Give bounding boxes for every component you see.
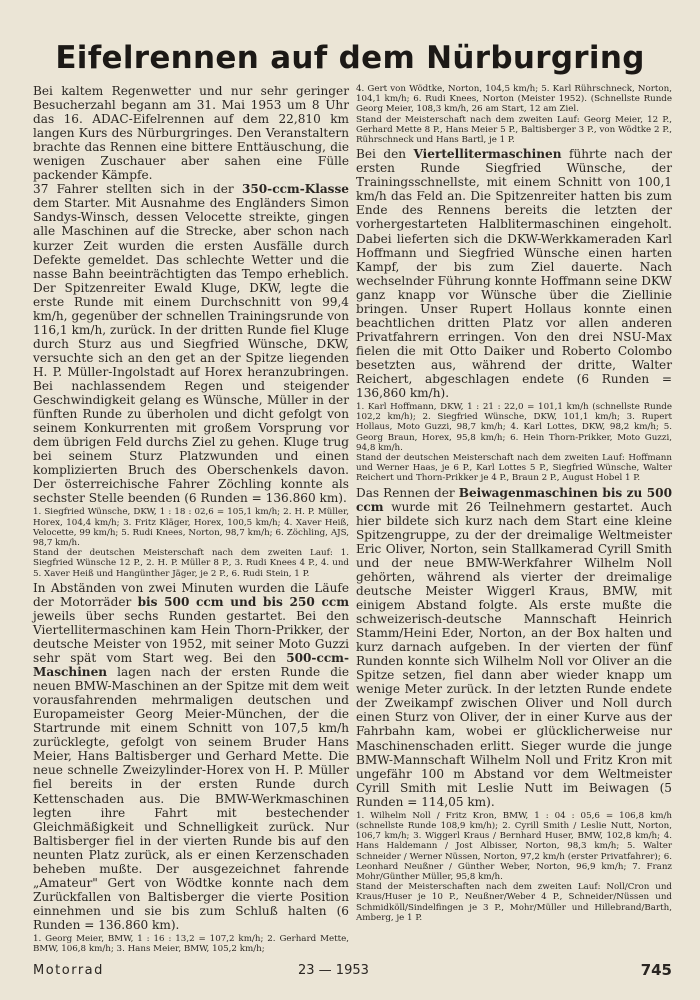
intro-paragraph: Bei kaltem Regenwetter und nur sehr geringer Besucherzahl begann am 31. Mai 1953 um 8 Uhr das 16. ADAC-Eifelrennen auf dem 22,810 km langen Kurs des Nürburgringes. Den Veranstaltern brachte das Rennen eine bittere Enttäuschung, die wenigen Zuschauer aber sahen eine Fülle packender Kämpfe. bbox=[33, 84, 349, 183]
class-heading-500ccm: 500-ccm-Maschinen bbox=[33, 651, 349, 680]
page-number: 745 bbox=[640, 961, 672, 979]
standing-500ccm: Stand der Meisterschaft nach dem zweiten Lauf: Georg Meier, 12 P., Gerhard Mette 8 P., Hans Meier 5 P., Baltisberger 3 P., von Wödtke 2 P., Rührschneck und Hans Bartl, je 1 P. bbox=[356, 114, 672, 146]
class-heading-250ccm: Viertellitermaschinen bbox=[413, 147, 562, 162]
issue-number: 23 — 1953 bbox=[298, 963, 369, 978]
standing-sidecar: Stand der Meisterschaften nach dem zweiten Lauf: Noll/Cron und Kraus/Huser je 10 P., Neußner/Weber 4 P., Schneider/Nüssen und Schmidköll/Sindelfingen je 3 P., Mohr/Müller und Hillebrand/Barth, Amberg, je 1 P. bbox=[356, 882, 672, 923]
results-350ccm: 1. Siegfried Wünsche, DKW, 1 : 18 : 02,6 = 105,1 km/h; 2. H. P. Müller, Horex, 104,4 km/h; 3. Fritz Kläger, Horex, 100,5 km/h; 4. Xaver Heiß, Velocette, 99 km/h; 5. Rudi Knees, Norton, 98,7 km/h; 6. Zöchling, AJS, 98,7 km/h. bbox=[33, 507, 349, 549]
results-sidecar: 1. Wilhelm Noll / Fritz Kron, BMW, 1 : 04 : 05,6 = 106,8 km/h (schnellste Runde 108,9 km/h); 2. Cyrill Smith / Leslie Nutt, Norton, 106,7 km/h; 3. Wiggerl Kraus / Bernhard Huser, BMW, 102,8 km/h; 4. Hans Haldemann / Jost Albisser, Norton, 98,3 km/h; 5. Walter Schneider / Werner Nüssen, Norton, 97,2 km/h (erster Privatfahrer); 6. Leonhard Neußner / Günther Weber, Norton, 96,9 km/h; 7. Franz Mohr/Günther Müller, 95,8 km/h. bbox=[356, 810, 672, 882]
standing-250ccm: Stand der deutschen Meisterschaft nach dem zweiten Lauf: Hoffmann und Werner Haas, je 6 P., Karl Lottes 5 P., Siegfried Wünsche, Walter Reichert und Thorn-Prikker je 4 P., Braun 2 P., August Hobel 1 P. bbox=[356, 453, 672, 484]
class-heading-sidecar: Beiwagenmaschinen bis zu 500 ccm bbox=[356, 485, 672, 514]
article-title: Eifelrennen auf dem Nürburgring bbox=[55, 40, 645, 76]
results-500ccm: 1. Georg Meier, BMW, 1 : 16 : 13,2 = 107,2 km/h; 2. Gerhard Mette, BMW, 106,8 km/h; 3. Hans Meier, BMW, 105,2 km/h; bbox=[33, 934, 349, 955]
paragraph-250ccm: Bei den Viertellitermaschinen führte nach der ersten Runde Siegfried Wünsche, der Trainingsschnellste, mit einem Schnitt von 100,1 km/h das Feld an. Die Spitzenreiter hatten bis zum Ende des Rennens bereits die letzten der vorhergestarteten Halblitermaschinen eingeholt. Dabei lieferten sich die DKW-Werkkameraden Karl Hoffmann und Siegfried Wünsche einen harten Kampf, der bis zum Ziel dauerte. Nach wechselnder Führung konnte Hoffmann seine DKW ganz knapp vor Wünsche über die Ziellinie bringen. Unser Rupert Hollaus konnte einen beachtlichen dritten Platz vor allen anderen Privatfahrern erringen. Von den drei NSU-Max fielen die mit Otto Daiker und Roberto Colombo besetzten aus, während der dritte, Walter Reichert, abgeschlagen endete (6 Runden = 136,860 km/h). bbox=[356, 147, 672, 401]
paragraph-350ccm: 37 Fahrer stellten sich in der 350-ccm-Klasse dem Starter. Mit Ausnahme des Engländers Simon Sandys-Winsch, dessen Velocette streikte, gingen alle Maschinen auf die Strecke, aber schon nach kurzer Zeit wurden die ersten Ausfälle durch Defekte gemeldet. Das schlechte Wetter und die nasse Bahn beeinträchtigten das Tempo erheblich. Der Spitzenreiter Ewald Kluge, DKW, legte die erste Runde mit einem Durchschnitt von 99,4 km/h, gegenüber der schnellen Trainingsrunde von 116,1 km/h, zurück. In der dritten Runde fiel Kluge durch Sturz aus und Siegfried Wünsche, DKW, versuchte sich an den get an der Spitze liegenden H. P. Müller-Ingolstadt auf Horex heranzubringen. Bei nachlassendem Regen und steigender Geschwindigkeit gelang es Wünsche, Müller in der fünften Runde zu überholen und dicht gefolgt von seinem Konkurrenten mit großem Vorsprung vor dem übrigen Feld durchs Ziel zu gehen. Kluge trug bei seinem Sturz Platzwunden und einen komplizierten Bruch des Oberschenkels davon. Der österreichische Fahrer Zöchling konnte als sechster Stelle beenden (6 Runden = 136.860 km). bbox=[33, 182, 349, 506]
left-column bbox=[33, 84, 349, 954]
right-column bbox=[356, 84, 672, 923]
paragraph-500ccm: In Abständen von zwei Minuten wurden die Läufe der Motorräder bis 500 ccm und bis 250 ccm jeweils über sechs Runden gestartet. Bei den Viertellitermaschinen kam Hein Thorn-Prikker, der deutsche Meister von 1952, mit seiner Moto Guzzi sehr spät vom Start weg. Bei den 500-ccm-Maschinen lagen nach der ersten Runde die neuen BMW-Maschinen an der Spitze mit dem weit vorausfahrenden mehrmaligen deutschen und Europameister Georg Meier-München, der die Startrunde mit einem Schnitt von 107,5 km/h zurücklegte, gefolgt von seinem Bruder Hans Meier, Hans Baltisberger und Gerhard Mette. Die neue schnelle Zweizylinder-Horex von H. P. Müller fiel bereits in der ersten Runde durch Kettenschaden aus. Die BMW-Werkmaschinen legten ihre Fahrt mit bestechender Gleichmäßigkeit und Schnelligkeit zurück. Nur Baltisberger fiel in der vierten Runde bis auf den neunten Platz zurück, als er einen Kerzenschaden beheben mußte. Der ausgezeichnet fahrende „Amateur" Gert von Wödtke konnte nach dem Zurückfallen von Baltisberger die vierte Position einnehmen und sie bis zum Schluß halten (6 Runden = 136.860 km). bbox=[33, 580, 349, 932]
results-500ccm-continued: 4. Gert von Wödtke, Norton, 104,5 km/h; 5. Karl Rührschneck, Norton, 104,1 km/h; 6. Rudi Knees, Norton (Meister 1952). (Schnellste Runde Georg Meier, 108,3 km/h, 26 am Start, 12 am Ziel. bbox=[356, 84, 672, 115]
paragraph-sidecar: Das Rennen der Beiwagenmaschinen bis zu 500 ccm wurde mit 26 Teilnehmern gestartet. Auch hier bildete sich kurz nach dem Start eine kleine Spitzengruppe, zu der der dreimalige Weltmeister Eric Oliver, Norton, sein Stallkamerad Cyrill Smith und der neue BMW-Werkfahrer Wilhelm Noll gehörten, während als vierter der dreimalige deutsche Meister Wiggerl Kraus, BMW, mit einigem Abstand folgte. Als erste mußte die schweizerisch-deutsche Mannschaft Heinrich Stamm/Heini Eder, Norton, an der Box halten und kurz darnach aufgeben. In der vierten der fünf Runden konnte sich Wilhelm Noll vor Oliver an die Spitze setzen, fiel dann aber wieder knapp um wenige Meter zurück. In der letzten Runde endete der Zweikampf zwischen Oliver und Noll durch einen Sturz von Oliver, der in einer Kurve aus der Fahrbahn kam, wobei er glücklicherweise nur Maschinenschaden erlitt. Sieger wurde die junge BMW-Mannschaft Wilhelm Noll und Fritz Kron mit ungefähr 100 m Abstand vor dem Weltmeister Cyrill Smith mit Leslie Nutt im Beiwagen (5 Runden = 114,05 km). bbox=[356, 485, 672, 809]
class-heading-500-250ccm: bis 500 ccm und bis 250 ccm bbox=[137, 594, 349, 609]
magazine-name: Motorrad bbox=[33, 963, 104, 978]
page-footer bbox=[33, 962, 672, 980]
results-250ccm: 1. Karl Hoffmann, DKW, 1 : 21 : 22,0 = 101,1 km/h (schnellste Runde 102,2 km/h); 2. Siegfried Wünsche, DKW, 101,1 km/h; 3. Rupert Hollaus, Moto Guzzi, 98,7 km/h; 4. Karl Lottes, DKW, 98,2 km/h; 5. Georg Braun, Horex, 95,8 km/h; 6. Hein Thorn-Prikker, Moto Guzzi, 94,8 km/h. bbox=[356, 402, 672, 453]
standing-350ccm: Stand der deutschen Meisterschaft nach dem zweiten Lauf: 1. Siegfried Wünsche 12 P., 2. H. P. Müller 8 P., 3. Rudi Knees 4 P., 4. und 5. Xaver Heiß und Hangünther Jäger, je 2 P., 6. Rudi Stein, 1 P. bbox=[33, 548, 349, 579]
class-heading-350ccm: 350-ccm-Klasse bbox=[241, 182, 349, 197]
